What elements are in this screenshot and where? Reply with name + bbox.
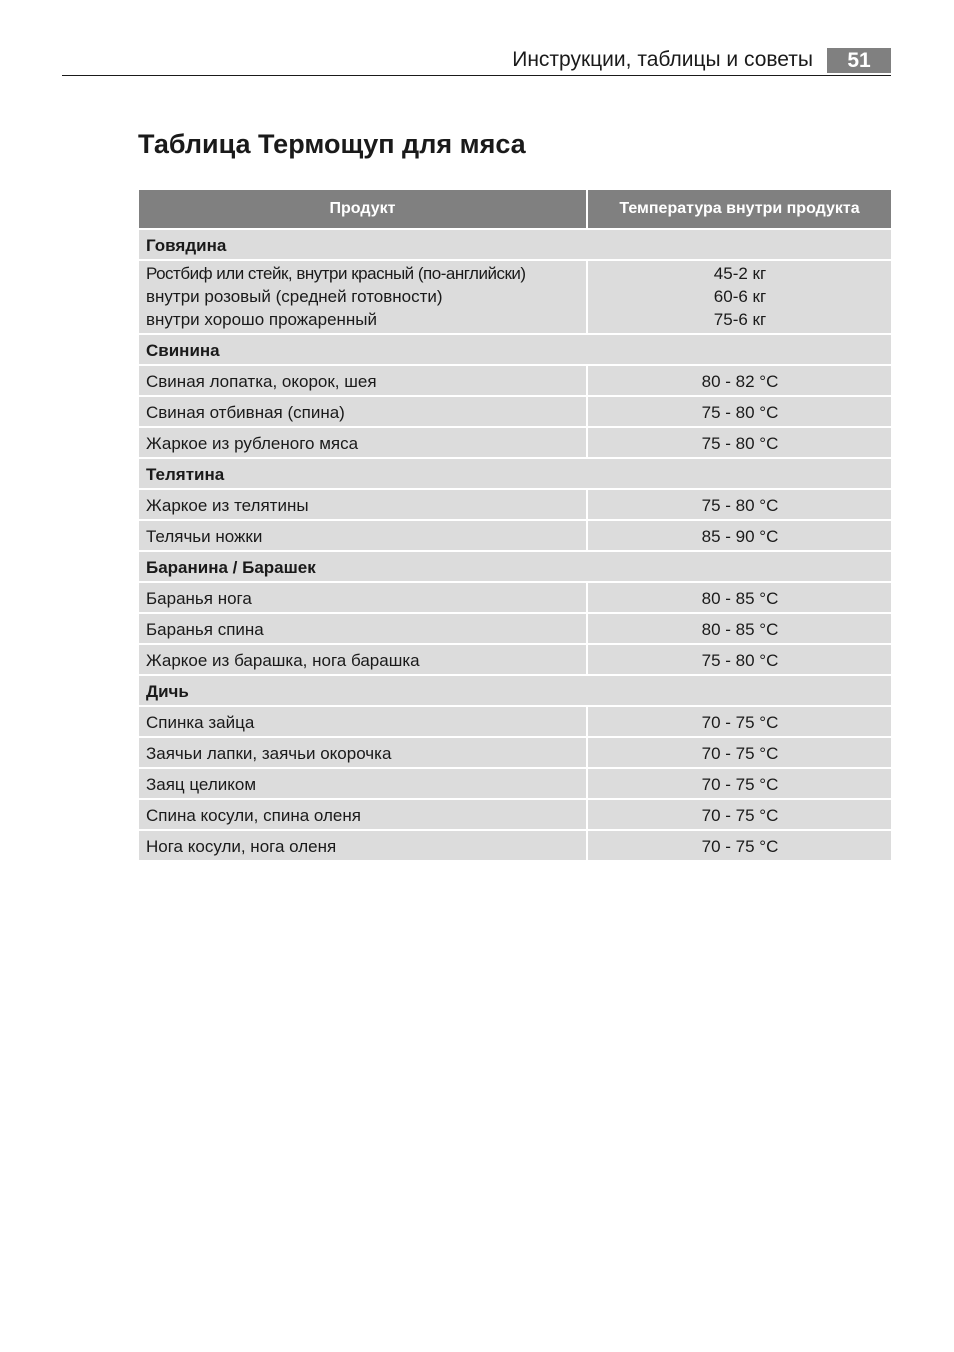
- category-row: [138, 334, 892, 365]
- product-cell: Телячьи ножки: [138, 520, 587, 551]
- table-row: [138, 260, 892, 334]
- table-row: [138, 613, 892, 644]
- temperature-cell: 70 - 75 °C: [587, 768, 892, 799]
- running-title: Инструкции, таблицы и советы: [512, 48, 813, 71]
- temperature-cell: 75 - 80 °C: [587, 396, 892, 427]
- table-row: [138, 830, 892, 861]
- category-row: [138, 229, 892, 260]
- product-cell: Баранья спина: [138, 613, 587, 644]
- column-header-temperature: Температура внутри продукта: [587, 189, 892, 229]
- temperature-cell: 75 - 80 °C: [587, 427, 892, 458]
- product-cell: Свиная лопатка, окорок, шея: [138, 365, 587, 396]
- page-title: Таблица Термощуп для мяса: [138, 129, 526, 159]
- meat-probe-table: [137, 188, 893, 862]
- table-row: [138, 799, 892, 830]
- temperature-cell: 85 - 90 °C: [587, 520, 892, 551]
- table-header-row: [138, 189, 892, 229]
- temperature-text: 45-2 кг: [713, 264, 767, 283]
- category-label: Баранина / Барашек: [138, 551, 892, 582]
- product-cell: Жаркое из барашка, нога барашка: [138, 644, 587, 675]
- temperature-cell: 75 - 80 °C: [587, 644, 892, 675]
- category-label: Свинина: [138, 334, 892, 365]
- product-cell: Спина косули, спина оленя: [138, 799, 587, 830]
- temperature-cell: 80 - 82 °C: [587, 365, 892, 396]
- temperature-cell: 75 - 80 °C: [587, 489, 892, 520]
- running-header: [62, 44, 891, 76]
- product-text: внутри розовый (средней готовности): [146, 287, 443, 306]
- table-row: [138, 582, 892, 613]
- product-cell: Баранья нога: [138, 582, 587, 613]
- table-row: [138, 365, 892, 396]
- column-header-product: Продукт: [138, 189, 587, 229]
- temperature-cell: [587, 260, 892, 334]
- temperature-cell: 70 - 75 °C: [587, 706, 892, 737]
- product-cell: [138, 260, 587, 334]
- category-label: Дичь: [138, 675, 892, 706]
- product-cell: Заяц целиком: [138, 768, 587, 799]
- page-number: 51: [827, 48, 891, 73]
- product-cell: Жаркое из рубленого мяса: [138, 427, 587, 458]
- product-cell: Нога косули, нога оленя: [138, 830, 587, 861]
- product-cell: Заячьи лапки, заячьи окорочка: [138, 737, 587, 768]
- category-row: [138, 458, 892, 489]
- product-text: внутри хорошо прожаренный: [146, 310, 378, 329]
- temperature-cell: 70 - 75 °C: [587, 799, 892, 830]
- table-row: [138, 706, 892, 737]
- table-row: [138, 520, 892, 551]
- temperature-cell: 70 - 75 °C: [587, 830, 892, 861]
- category-row: [138, 675, 892, 706]
- product-cell: Жаркое из телятины: [138, 489, 587, 520]
- table-row: [138, 768, 892, 799]
- product-text: Ростбиф или стейк, внутри красный (по-английски): [146, 264, 526, 283]
- table-row: [138, 644, 892, 675]
- category-label: Говядина: [138, 229, 892, 260]
- table-row: [138, 396, 892, 427]
- table-row: [138, 489, 892, 520]
- temperature-cell: 70 - 75 °C: [587, 737, 892, 768]
- product-cell: Свиная отбивная (спина): [138, 396, 587, 427]
- category-row: [138, 551, 892, 582]
- temperature-text: 75-6 кг: [713, 310, 767, 329]
- temperature-cell: 80 - 85 °C: [587, 613, 892, 644]
- temperature-text: 60-6 кг: [713, 287, 767, 306]
- category-label: Телятина: [138, 458, 892, 489]
- temperature-cell: 80 - 85 °C: [587, 582, 892, 613]
- table-row: [138, 737, 892, 768]
- product-cell: Спинка зайца: [138, 706, 587, 737]
- table-row: [138, 427, 892, 458]
